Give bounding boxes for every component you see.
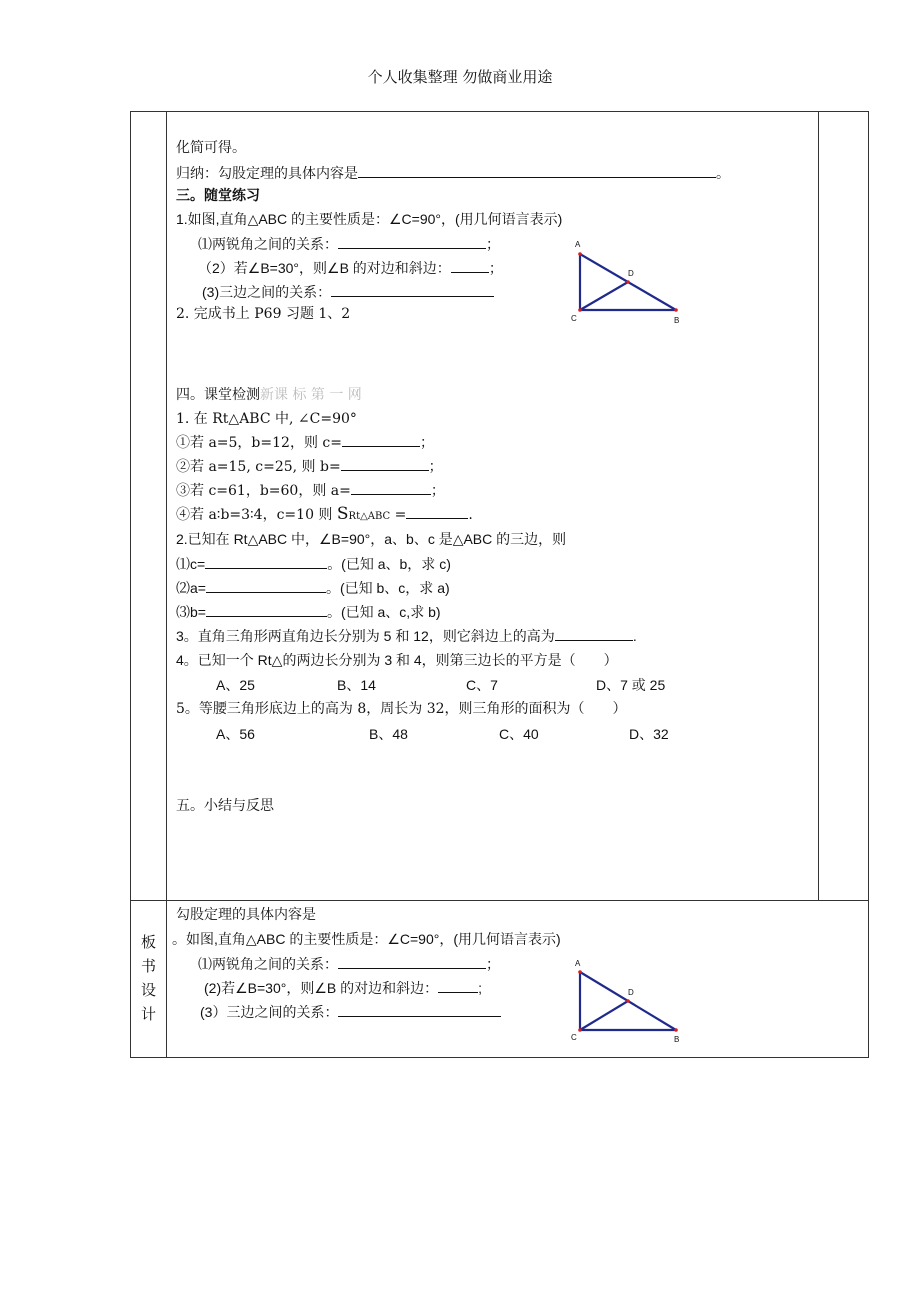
board-line-1: 勾股定理的具体内容是	[176, 907, 316, 923]
board-l4-end: ;	[478, 980, 483, 996]
board-vertex-c-dot	[578, 1028, 582, 1032]
table-divider-right	[818, 111, 819, 900]
board-l5-label: (3）三边之间的关系：	[200, 1004, 339, 1020]
table-divider-row	[130, 900, 869, 901]
section-4-title	[176, 386, 362, 404]
vertex-d-label: D	[628, 269, 634, 278]
t2b-end: 。(已知 b、c，求 a)	[325, 580, 450, 596]
t3-blank	[555, 627, 633, 641]
t1c-label: ③若 c=61，b=60，则 a=	[176, 483, 351, 499]
test-q1a	[176, 433, 434, 452]
q1a-blank	[338, 235, 486, 249]
section-5-title: 五。小结与反思	[176, 798, 274, 814]
board-l4-label: (2)若∠B=30°，则∠B 的对边和斜边：	[204, 980, 439, 996]
test-q1d	[176, 505, 473, 526]
side-char-2: 书	[140, 957, 156, 975]
test-q1b	[176, 457, 443, 476]
side-char-1: 板	[140, 933, 156, 951]
t1b-end: ；	[428, 459, 443, 475]
t2c-end: 。(已知 a、c,求 b)	[326, 604, 441, 620]
q1b-end: ；	[488, 260, 503, 276]
test-q1c	[176, 481, 445, 500]
practice-q1c	[202, 283, 494, 301]
t1a-blank	[342, 433, 420, 447]
test-q2b	[176, 579, 450, 597]
side-char-3: 设	[140, 981, 156, 999]
q4-option-c: C、7	[466, 677, 498, 693]
t1a-end: ；	[419, 435, 434, 451]
board-line-5	[200, 1003, 501, 1021]
t1c-blank	[351, 481, 431, 495]
board-l4-blank	[438, 979, 478, 993]
vertex-c-label: C	[571, 314, 577, 323]
t1d-s: S	[336, 504, 349, 524]
section-4-label: 四。课堂检测	[176, 387, 260, 403]
summary-end: 。	[716, 166, 730, 182]
board-line-2: 。如图,直角△ABC 的主要性质是：∠C=90°，(用几何语言表示)	[172, 931, 561, 947]
side-char-4: 计	[140, 1005, 156, 1023]
board-l3-label: ⑴两锐角之间的关系：	[198, 956, 338, 972]
t1a-label: ①若 a=5，b=12，则 c=	[176, 435, 342, 451]
test-q2c	[176, 603, 441, 621]
board-l3-blank	[338, 955, 486, 969]
t1b-label: ②若 a=15, c=25, 则 b=	[176, 459, 341, 475]
q1c-blank	[331, 283, 494, 297]
t1d-sub: Rt△ABC	[348, 511, 391, 522]
triangle-figure-board	[566, 956, 690, 1046]
t2c-blank	[206, 603, 327, 617]
t2c-label: ⑶b=	[176, 604, 206, 620]
t2a-label: ⑴c=	[176, 556, 206, 572]
q1c-label: (3)三边之间的关系：	[202, 284, 332, 300]
board-line-4	[204, 979, 482, 997]
vertex-a-dot	[578, 252, 582, 256]
vertex-d-dot	[626, 280, 630, 284]
table-divider-left	[166, 111, 167, 1058]
summary-line	[176, 164, 730, 183]
q1a-label: ⑴两锐角之间的关系：	[198, 236, 338, 252]
q5-option-a: A、56	[216, 726, 255, 742]
test-q3	[176, 627, 637, 645]
board-vertex-b-dot	[674, 1028, 678, 1032]
summary-label: 归纳：勾股定理的具体内容是	[176, 166, 358, 182]
t2b-label: ⑵a=	[176, 580, 206, 596]
board-vertex-b-label: B	[674, 1035, 680, 1044]
t3-end: .	[632, 628, 637, 644]
q4-option-a: A、25	[216, 677, 255, 693]
q5-option-d: D、32	[629, 726, 669, 742]
practice-q1a	[198, 235, 500, 253]
q1a-end: ；	[486, 236, 500, 252]
t1d-label: ④若 a∶b=3∶4，c=10 则	[176, 507, 337, 523]
board-vertex-d-label: D	[628, 988, 634, 997]
vertex-c-dot	[578, 308, 582, 312]
board-vertex-a-dot	[578, 970, 582, 974]
t1d-end: .	[468, 507, 473, 523]
t3-label: 3。直角三角形两直角边长分别为 5 和 12，则它斜边上的高为	[176, 628, 555, 644]
board-l3-end: ；	[486, 956, 500, 972]
page-header: 个人收集整理 勿做商业用途	[367, 68, 553, 86]
test-q4: 4。已知一个 Rt△的两边长分别为 3 和 4，则第三边长的平方是（ ）	[176, 652, 618, 668]
t1b-blank	[341, 457, 429, 471]
q1b-blank	[451, 259, 489, 273]
board-vertex-d-dot	[626, 999, 630, 1003]
board-design-label	[131, 930, 166, 1026]
board-vertex-c-label: C	[571, 1033, 577, 1042]
test-q5: 5。等腰三角形底边上的高为 8，周长为 32，则三角形的面积为（ ）	[176, 701, 627, 717]
practice-q1: 1.如图,直角△ABC 的主要性质是：∠C=90°，(用几何语言表示)	[176, 211, 563, 227]
q5-option-c: C、40	[499, 726, 539, 742]
q4-option-d: D、7 或 25	[596, 677, 666, 693]
q1b-label: （2）若∠B=30°，则∠B 的对边和斜边：	[198, 260, 451, 276]
practice-q1b	[198, 259, 503, 277]
vertex-a-label: A	[575, 240, 581, 249]
q4-option-b: B、14	[337, 677, 376, 693]
vertex-b-label: B	[674, 316, 680, 325]
t2a-end: 。(已知 a、b，求 c)	[327, 556, 451, 572]
t1d-eq: =	[390, 507, 407, 523]
summary-blank	[358, 164, 716, 178]
q5-option-b: B、48	[369, 726, 408, 742]
section-3-title: 三。随堂练习	[176, 188, 260, 204]
board-vertex-a-label: A	[575, 959, 581, 968]
test-q1: 1. 在 Rt△ABC 中, ∠C=90°	[176, 411, 357, 427]
t2a-blank	[205, 555, 327, 569]
t1c-end: ；	[430, 483, 445, 499]
board-l5-blank	[338, 1003, 501, 1017]
board-line-3	[198, 955, 500, 973]
vertex-b-dot	[674, 308, 678, 312]
t2b-blank	[206, 579, 326, 593]
test-q2: 2.已知在 Rt△ABC 中，∠B=90°，a、b、c 是△ABC 的三边，则	[176, 531, 567, 547]
watermark-text: 新课 标 第 一 网	[260, 387, 362, 403]
triangle-figure-practice	[566, 238, 690, 328]
t1d-blank	[406, 505, 468, 519]
test-q2a	[176, 555, 451, 573]
text-simplify: 化简可得。	[176, 140, 246, 156]
practice-q2: 2. 完成书上 P69 习题 1、2	[176, 306, 351, 322]
